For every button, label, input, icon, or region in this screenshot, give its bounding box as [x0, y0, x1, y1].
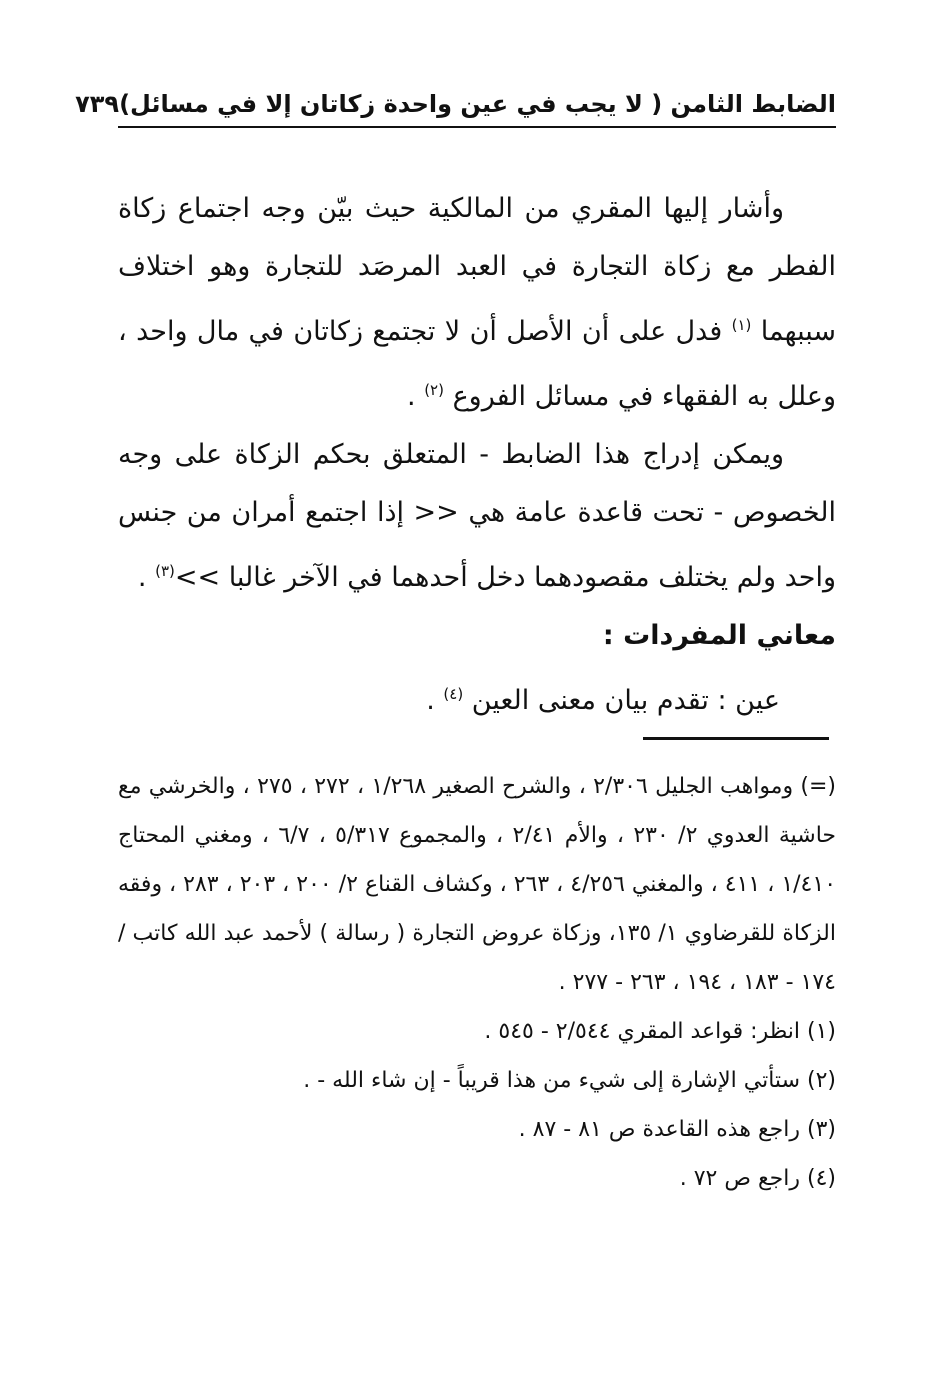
vocabulary-item: [118, 665, 836, 730]
vocabulary-item-end: .: [426, 685, 435, 716]
page-number: ٧٣٩: [75, 90, 120, 118]
vocabulary-heading: معاني المفردات :: [602, 620, 836, 651]
page-header: [75, 84, 836, 128]
paragraph-1-text: وأشار إليها المقري من المالكية حيث بيّن وجه اجتماع زكاة الفطر مع زكاة التجارة في العبد المرصَد للتجارة وهو اختلاف سببهما: [118, 193, 836, 347]
main-text: [118, 180, 836, 730]
footnote-3: (٣) راجع هذه القاعدة ص ٨١ - ٨٧ .: [518, 1117, 836, 1142]
footnote-continued: [118, 762, 836, 1007]
vocabulary-item-text: عين : تقدم بيان معنى العين: [471, 685, 780, 716]
paragraph-1-text-b: فدل على أن الأصل أن لا تجتمع زكاتان في مال واحد ، وعلل به الفقهاء في مسائل الفروع: [118, 316, 836, 412]
footnote-ref-1: (١): [731, 316, 752, 334]
paragraph-2-end: .: [137, 562, 147, 593]
footnote-ref-2: (٢): [424, 381, 444, 399]
footnote-separator: [643, 737, 829, 740]
footnotes: [118, 762, 836, 1203]
footnote-ref-3: (٣): [155, 562, 175, 580]
paragraph-2-text: ويمكن إدراج هذا الضابط - المتعلق بحكم الزكاة على وجه الخصوص - تحت قاعدة عامة هي << إذا اجتمع أمران من جنس واحد ولم يختلف مقصودهما دخل أحدهما في الآخر غالبا >>: [118, 439, 836, 593]
footnote-2: (٢) ستأتي الإشارة إلى شيء من هذا قريباً - إن شاء الله - .: [303, 1068, 836, 1093]
footnote-1: (١) انظر: قواعد المقري ٢/٥٤٤ - ٥٤٥ .: [484, 1019, 836, 1044]
paragraph-2: [118, 426, 836, 607]
paragraph-1: [118, 180, 836, 426]
footnote-continued-text: ومواهب الجليل ٢/٣٠٦ ، والشرح الصغير ١/٢٦٨ ، ٢٧٢ ، ٢٧٥ ، والخرشي مع حاشية العدوي ٢/ ٢٣٠ ، والأم ٢/٤١ ، والمجموع ٥/٣١٧ ، ٦/٧ ، ومغني المحتاج ١/٤١٠ ، ٤١١ ، والمغني ٤/٢٥٦ ، ٢٦٣ ، وكشاف القناع ٢/ ٢٠٠ ، ٢٠٣ ، ٢٨٣ ، وفقه الزكاة للقرضاوي ١/ ١٣٥، وزكاة عروض التجارة ( رسالة ) لأحمد عبد الله كاتب /١٧٤ - ١٨٣ ، ١٩٤ ، ٢٦٣ - ٢٧٧ .: [118, 774, 837, 995]
footnote-ref-4: (٤): [443, 685, 464, 703]
footnote-4: (٤) راجع ص ٧٢ .: [679, 1166, 836, 1191]
footnote-continued-marker: (=): [800, 774, 837, 799]
running-title: الضابط الثامن ( لا يجب في عين واحدة زكاتان إلا في مسائل): [119, 90, 836, 118]
paragraph-1-end: .: [407, 381, 416, 412]
